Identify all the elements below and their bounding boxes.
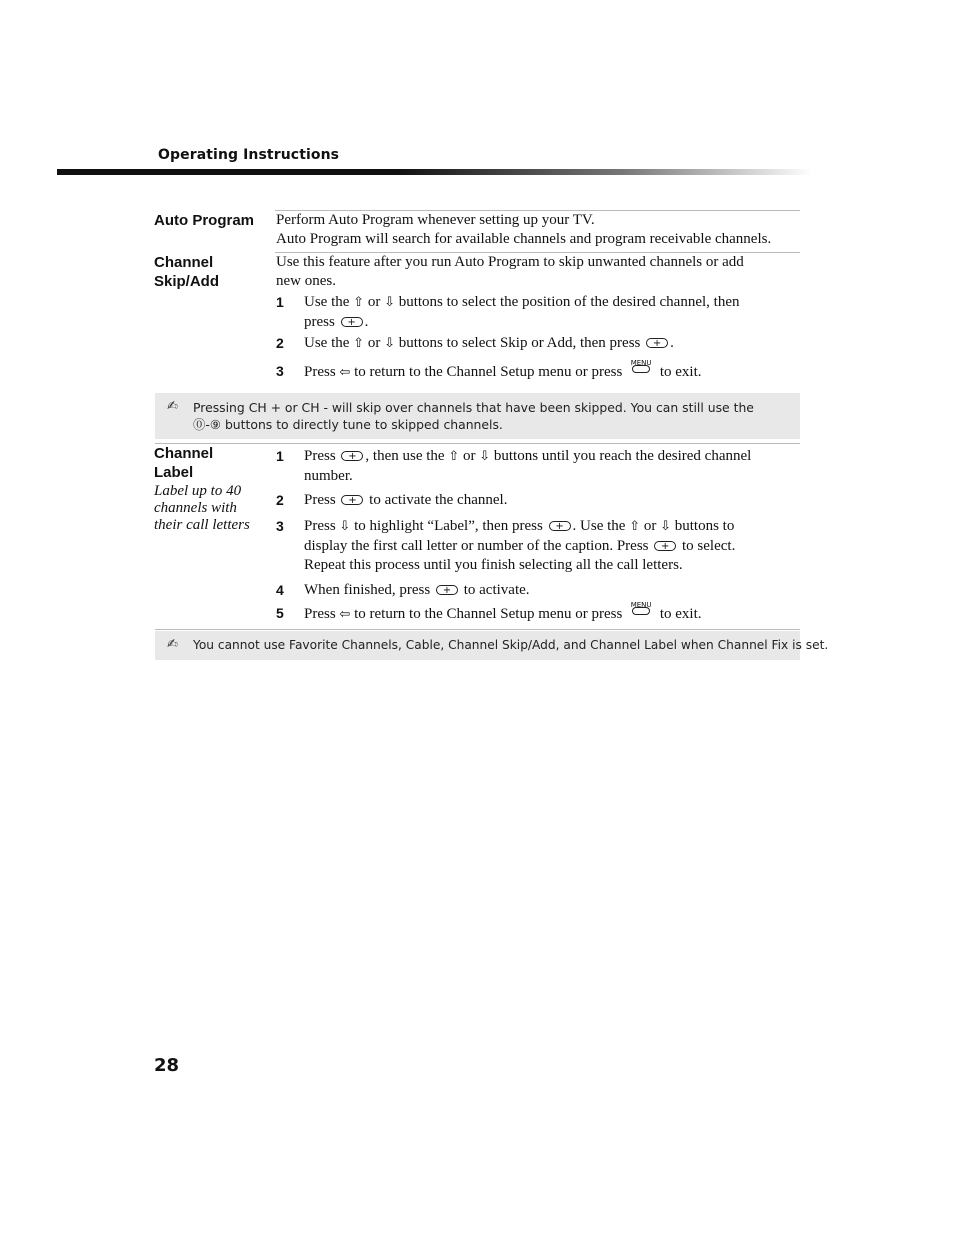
up-arrow-icon: ⇧ <box>353 336 365 351</box>
step-number: 2 <box>276 492 284 508</box>
term-channel-label-1: Channel <box>154 445 214 462</box>
header-bar <box>57 169 812 175</box>
down-arrow-icon: ⇩ <box>384 295 395 310</box>
down-arrow-icon: ⇩ <box>479 449 491 464</box>
step-number: 2 <box>276 335 284 351</box>
note-text-2: ⓪-⑨ buttons to directly tune to skipped channels. <box>193 417 503 432</box>
enter-button-icon <box>654 541 676 551</box>
channel-label-subtitle-3: their call letters <box>154 517 250 533</box>
channel-label-subtitle-2: channels with <box>154 500 237 516</box>
enter-button-icon <box>436 585 458 595</box>
left-arrow-icon: ⇦ <box>339 365 351 380</box>
divider <box>155 443 800 444</box>
up-arrow-icon: ⇧ <box>353 295 365 310</box>
channel-label-step-1: Press + , then use the ⇧ or ⇩ buttons until you reach the desired channel number. <box>304 447 794 486</box>
term-auto-program: Auto Program <box>154 212 255 229</box>
enter-button-icon <box>646 338 668 348</box>
up-arrow-icon: ⇧ <box>448 449 460 464</box>
channel-label-subtitle-1: Label up to 40 <box>154 483 242 499</box>
step-number: 3 <box>276 363 284 379</box>
divider <box>155 629 800 630</box>
skip-add-step-2: Use the ⇧ or ⇩ buttons to select Skip or Add, then press + . <box>304 334 794 354</box>
channel-label-step-2: Press + to activate the channel. <box>304 491 794 511</box>
channel-label-step-3: Press ⇩ to highlight “Label”, then press + . Use the ⇧ or ⇩ buttons to display the first call letter or number of the caption. Press + to select. Repeat this process until you finish selecting all the call letters. <box>304 517 794 576</box>
term-channel-skip-add-2: Skip/Add <box>154 273 220 290</box>
auto-program-desc-2: Auto Program will search for available channels and program receivable channels. <box>276 231 772 247</box>
note-text-1: Pressing CH + or CH - will skip over channels that have been skipped. You can still use the <box>193 400 754 415</box>
channel-label-step-5: Press ⇦ to return to the Channel Setup menu or press MENU to exit. <box>304 601 702 622</box>
step-number: 3 <box>276 518 284 534</box>
down-arrow-icon: ⇩ <box>339 519 351 534</box>
skip-add-intro-2: new ones. <box>276 273 336 289</box>
skip-add-intro-1: Use this feature after you run Auto Program to skip unwanted channels or add <box>276 254 744 270</box>
enter-button-icon <box>341 317 363 327</box>
step-number: 1 <box>276 448 284 464</box>
up-arrow-icon: ⇧ <box>629 519 641 534</box>
down-arrow-icon: ⇩ <box>384 336 395 351</box>
running-header: Operating Instructions <box>158 147 340 163</box>
skip-add-step-1: Use the ⇧ or ⇩ buttons to select the position of the desired channel, then press + . <box>304 293 794 332</box>
note-box <box>155 631 829 660</box>
page-number: 28 <box>154 1055 180 1076</box>
enter-button-icon <box>341 451 363 461</box>
channel-label-step-4: When finished, press + to activate. <box>304 581 794 601</box>
term-channel-skip-add-1: Channel <box>154 254 214 271</box>
note-text: You cannot use Favorite Channels, Cable, Channel Skip/Add, and Channel Label when Channel Fix is set. <box>193 638 829 652</box>
pencil-note-icon: ✍ <box>167 637 178 652</box>
step-number: 4 <box>276 582 284 598</box>
auto-program-desc-1: Perform Auto Program whenever setting up your TV. <box>276 212 595 228</box>
enter-button-icon <box>549 521 571 531</box>
step-number: 5 <box>276 605 284 621</box>
menu-button-icon: MENU <box>630 604 652 620</box>
pencil-note-icon: ✍ <box>167 399 178 414</box>
enter-button-icon <box>341 495 363 505</box>
menu-button-icon: MENU <box>630 362 652 378</box>
note-box <box>155 393 800 439</box>
left-arrow-icon: ⇦ <box>339 607 351 622</box>
term-channel-label-2: Label <box>154 464 194 481</box>
down-arrow-icon: ⇩ <box>660 519 671 534</box>
step-number: 1 <box>276 294 284 310</box>
skip-add-step-3: Press ⇦ to return to the Channel Setup menu or press MENU to exit. <box>304 359 702 380</box>
